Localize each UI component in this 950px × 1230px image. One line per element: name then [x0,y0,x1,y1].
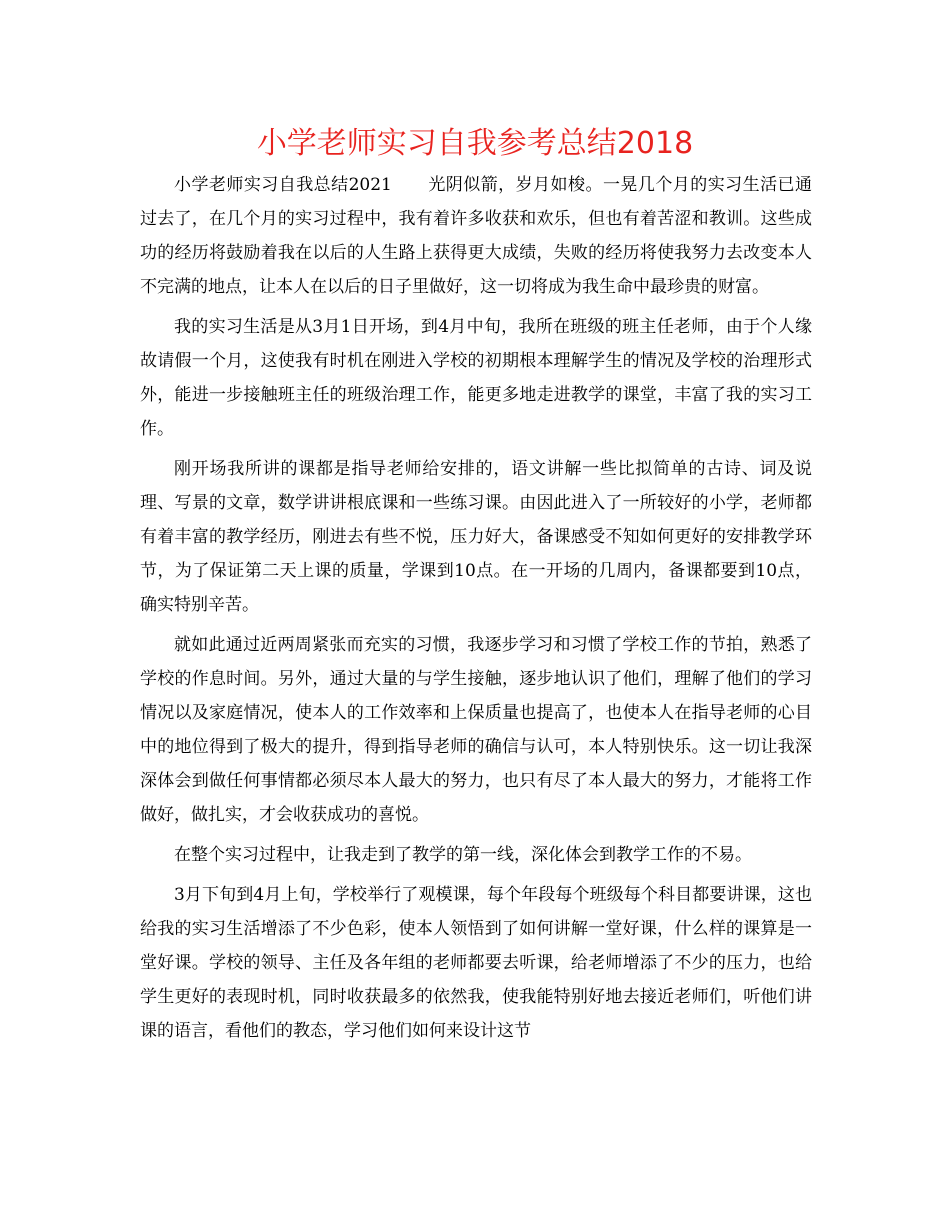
paragraph-3: 刚开场我所讲的课都是指导老师给安排的，语文讲解一些比拟简单的古诗、词及说理、写景的文章，数学讲讲根底课和一些练习课。由因此进入了一所较好的小学，老师都有着丰富的教学经历，刚进去有些不悦，压力好大，备课感受不知如何更好的安排教学环节，为了保证第二天上课的质量，学课到10点。在一开场的几周内，备课都要到10点，确实特别辛苦。 [140,459,812,615]
document-title: 小学老师实习自我参考总结2018 [256,126,694,161]
paragraph-6: 3月下旬到4月上旬，学校举行了观模课，每个年段每个班级每个科目都要讲课，这也给我的实习生活增添了不少色彩，使本人领悟到了如何讲解一堂好课，什么样的课算是一堂好课。学校的领导、主任及各年组的老师都要去听课，给老师增添了不少的压力，也给学生更好的表现时机，同时收获最多的依然我，使我能特别好地去接近老师们，听他们讲课的语言，看他们的教态，学习他们如何来设计这节 [140,885,812,1041]
paragraph-2: 我的实习生活是从3月1日开场，到4月中旬，我所在班级的班主任老师，由于个人缘故请假一个月，这使我有时机在刚进入学校的初期根本理解学生的情况及学校的治理形式外，能进一步接触班主任的班级治理工作，能更多地走进教学的课堂，丰富了我的实习工作。 [140,317,812,439]
paragraph-5: 在整个实习过程中，让我走到了教学的第一线，深化体会到教学工作的不易。 [174,845,752,865]
document-body [140,168,812,1054]
paragraph-1 [140,168,812,304]
paragraph-4: 就如此通过近两周紧张而充实的习惯，我逐步学习和习惯了学校工作的节拍，熟悉了学校的作息时间。另外，通过大量的与学生接触，逐步地认识了他们，理解了他们的学习情况以及家庭情况，使本人的工作效率和上保质量也提高了，也使本人在指导老师的心目中的地位得到了极大的提升，得到指导老师的确信与认可，本人特别快乐。这一切让我深深体会到做任何事情都必须尽本人最大的努力，也只有尽了本人最大的努力，才能将工作做好，做扎实，才会收获成功的喜悦。 [140,635,812,825]
paragraph-1-text: 光阴似箭，岁月如梭。一晃几个月的实习生活已通过去了，在几个月的实习过程中，我有着许多收获和欢乐，但也有着苦涩和教训。这些成功的经历将鼓励着我在以后的人生路上获得更大成绩，失败的经历将使我努力去改变本人不完满的地点，让本人在以后的日子里做好，这一切将成为我生命中最珍贵的财富。 [140,175,813,297]
intro-lead: 小学老师实习自我总结2021 [174,175,392,195]
